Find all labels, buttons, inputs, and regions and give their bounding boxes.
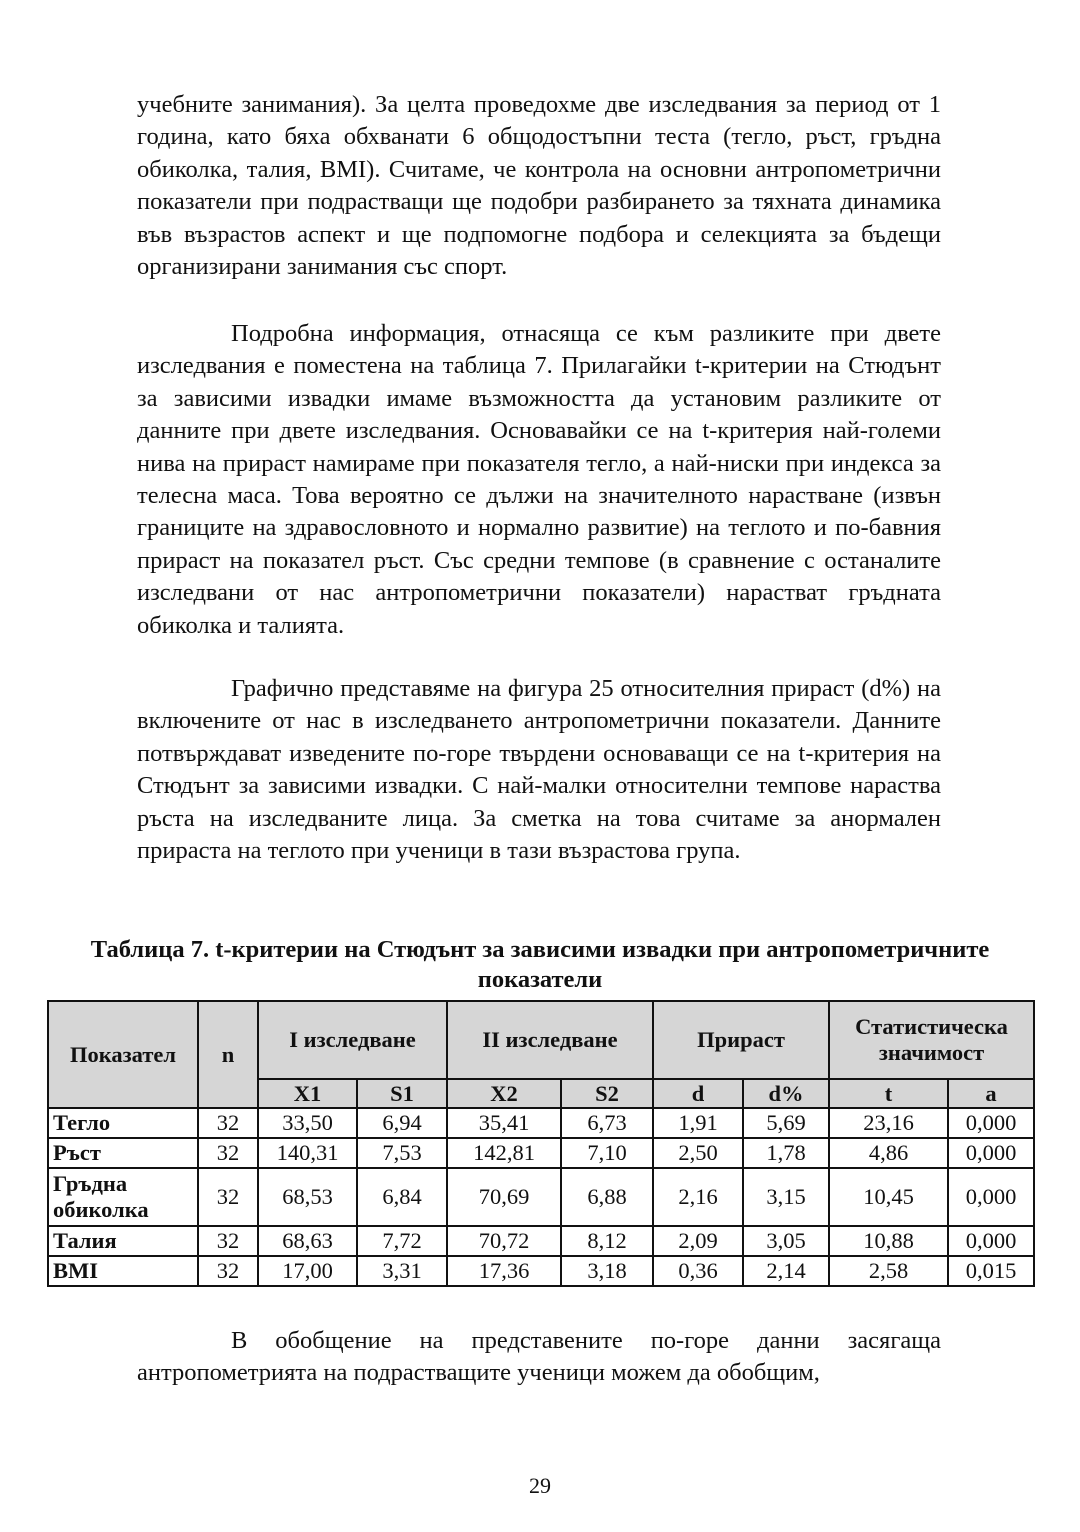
cell-d-percent: 3,15 (743, 1168, 829, 1226)
cell-d: 0,36 (653, 1256, 743, 1286)
paragraph-1: учебните занимания). За целта проведохме две изследвания за период от 1 година, като бяха обхванати 6 общодостъпни теста (тегло, ръст, гръдна обиколка, талия, BMI). Считаме, че контрола на основни антропометрични показатели при подрастващи ще подобри разбирането за тяхната динамика във възрастов аспект и ще подпомогне подбора и селекцията за бъдещи организирани занимания със спорт. (137, 91, 941, 281)
header-n: n (198, 1001, 258, 1108)
statistics-table (47, 1000, 1035, 1287)
cell-x2: 35,41 (447, 1108, 561, 1138)
cell-a: 0,000 (948, 1168, 1034, 1226)
table-row (48, 1168, 1034, 1226)
paragraph-3: Графично представяме на фигура 25 относителния прираст (d%) на включените от нас в изследването антропометрични показатели. Данните потвърждават изведените по-горе твърдени основаващи се на t-критерия на Стюдънт за зависими извадки. С най-малки относителни темпове нараства ръста на изследваните лица. За сметка на това считаме за анормален прираста на теглото при ученици в тази възрастова група. (137, 675, 941, 865)
header-x1: X1 (258, 1079, 357, 1108)
row-label: Ръст (48, 1138, 198, 1168)
cell-s2: 6,88 (561, 1168, 653, 1226)
cell-n: 32 (198, 1226, 258, 1256)
cell-x2: 142,81 (447, 1138, 561, 1168)
header-x2: X2 (447, 1079, 561, 1108)
page-number: 29 (529, 1473, 551, 1498)
cell-s2: 6,73 (561, 1108, 653, 1138)
cell-s1: 7,72 (357, 1226, 447, 1256)
cell-x1: 68,63 (258, 1226, 357, 1256)
cell-d: 2,09 (653, 1226, 743, 1256)
row-label: Гръдна обиколка (48, 1168, 198, 1226)
cell-x2: 70,72 (447, 1226, 561, 1256)
cell-t: 4,86 (829, 1138, 948, 1168)
cell-x2: 17,36 (447, 1256, 561, 1286)
table-row (48, 1108, 1034, 1138)
header-study-1: I изследване (258, 1001, 447, 1079)
header-study-2: II изследване (447, 1001, 653, 1079)
table-caption: Таблица 7. t-критерии на Стюдънт за зависими извадки при антропометричните показатели (90, 936, 990, 993)
cell-s2: 8,12 (561, 1226, 653, 1256)
header-s2: S2 (561, 1079, 653, 1108)
cell-s1: 3,31 (357, 1256, 447, 1286)
header-indicator: Показател (48, 1001, 198, 1108)
header-t: t (829, 1079, 948, 1108)
cell-t: 2,58 (829, 1256, 948, 1286)
cell-d-percent: 2,14 (743, 1256, 829, 1286)
cell-x1: 68,53 (258, 1168, 357, 1226)
cell-n: 32 (198, 1138, 258, 1168)
cell-x2: 70,69 (447, 1168, 561, 1226)
header-d-percent: d% (743, 1079, 829, 1108)
cell-s1: 7,53 (357, 1138, 447, 1168)
paragraph-2: Подробна информация, отнасяща се към разликите при двете изследвания е поместена на таблица 7. Прилагайки t-критерии на Стюдънт за зависими извадки имаме възможността да установим разликите от данните при двете изследвания. Основавайки се на t-критерия най-големи нива на прираст намираме при показателя тегло, а най-ниски при индекса за телесна маса. Това вероятно се дължи на значителното нарастване (извън границите на здравословното и нормално развитие) на теглото и по-бавния прираст на показател ръст. Със средни темпове (в сравнение с останалите изследвани от нас антропометрични показатели) нарастват гръдната обиколка и талията. (137, 320, 941, 639)
cell-x1: 17,00 (258, 1256, 357, 1286)
cell-d: 2,16 (653, 1168, 743, 1226)
cell-t: 10,45 (829, 1168, 948, 1226)
cell-s2: 7,10 (561, 1138, 653, 1168)
cell-d-percent: 5,69 (743, 1108, 829, 1138)
cell-d: 2,50 (653, 1138, 743, 1168)
cell-a: 0,000 (948, 1226, 1034, 1256)
table-row (48, 1226, 1034, 1256)
cell-n: 32 (198, 1168, 258, 1226)
row-label: BMI (48, 1256, 198, 1286)
cell-x1: 140,31 (258, 1138, 357, 1168)
cell-s1: 6,84 (357, 1168, 447, 1226)
paragraph-4: В обобщение на представените по-горе данни засягаща антропометрията на подрастващите ученици можем да обобщим, (137, 1327, 941, 1387)
table-row (48, 1138, 1034, 1168)
cell-d-percent: 1,78 (743, 1138, 829, 1168)
header-d: d (653, 1079, 743, 1108)
cell-s1: 6,94 (357, 1108, 447, 1138)
row-label: Тегло (48, 1108, 198, 1138)
header-a: a (948, 1079, 1034, 1108)
cell-x1: 33,50 (258, 1108, 357, 1138)
header-growth: Прираст (653, 1001, 829, 1079)
cell-a: 0,000 (948, 1108, 1034, 1138)
cell-d: 1,91 (653, 1108, 743, 1138)
cell-a: 0,015 (948, 1256, 1034, 1286)
cell-t: 10,88 (829, 1226, 948, 1256)
header-s1: S1 (357, 1079, 447, 1108)
table-row (48, 1256, 1034, 1286)
cell-n: 32 (198, 1256, 258, 1286)
cell-a: 0,000 (948, 1138, 1034, 1168)
header-significance: Статистическа значимост (829, 1001, 1034, 1079)
cell-s2: 3,18 (561, 1256, 653, 1286)
cell-d-percent: 3,05 (743, 1226, 829, 1256)
cell-n: 32 (198, 1108, 258, 1138)
cell-t: 23,16 (829, 1108, 948, 1138)
row-label: Талия (48, 1226, 198, 1256)
